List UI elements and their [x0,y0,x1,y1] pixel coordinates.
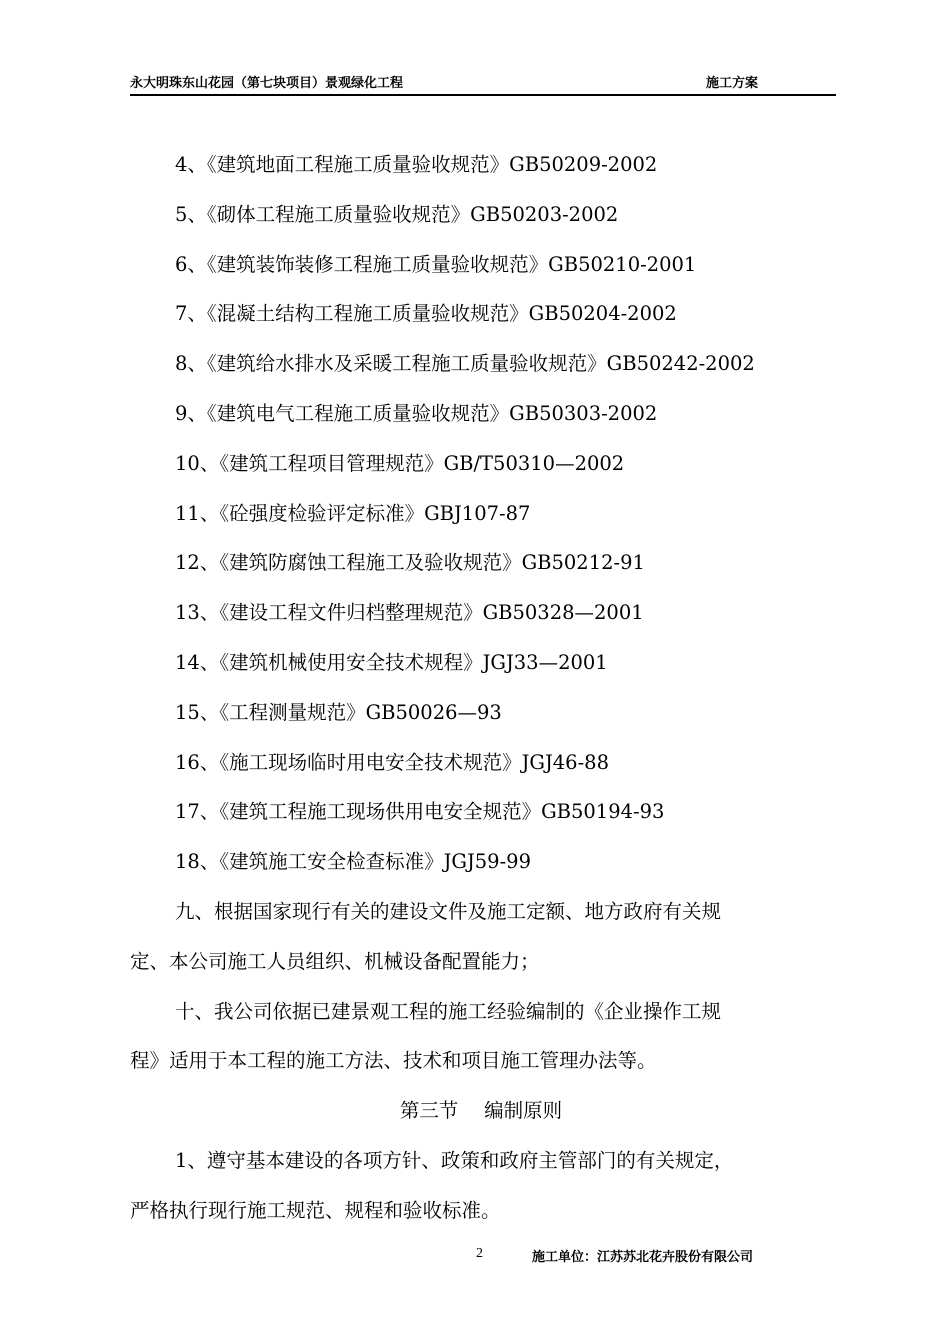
list-item: 6、《建筑装饰装修工程施工质量验收规范》GB50210-2001 [175,252,697,276]
footer-company: 施工单位：江苏苏北花卉股份有限公司 [532,1250,754,1265]
list-item: 17、《建筑工程施工现场供用电安全规范》GB50194-93 [175,800,665,824]
list-item: 12、《建筑防腐蚀工程施工及验收规范》GB50212-91 [175,551,645,575]
list-item: 15、《工程测量规范》GB50026—93 [175,700,502,724]
header-project-title: 永大明珠东山花园（第七块项目）景观绿化工程 [130,76,404,91]
page-footer [130,1244,836,1268]
list-item: 13、《建设工程文件归档整理规范》GB50328—2001 [175,601,644,625]
list-item: 18、《建筑施工安全检查标准》JGJ59-99 [175,850,531,874]
paragraph-9-line-1: 九、根据国家现行有关的建设文件及施工定额、地方政府有关规 [175,899,722,923]
list-item: 4、《建筑地面工程施工质量验收规范》GB50209-2002 [175,153,658,176]
paragraph-10-line-2: 程》适用于本工程的施工方法、技术和项目施工管理办法等。 [130,1049,657,1073]
principle-1-line-2: 严格执行现行施工规范、规程和验收标准。 [130,1198,501,1222]
list-item: 5、《砌体工程施工质量验收规范》GB50203-2002 [175,202,619,226]
paragraph-9-line-2: 定、本公司施工人员组织、机械设备配置能力； [130,949,540,973]
header-doc-type: 施工方案 [706,76,759,91]
paragraph-10-line-1: 十、我公司依据已建景观工程的施工经验编制的《企业操作工规 [175,999,722,1023]
list-item: 10、《建筑工程项目管理规范》GB/T50310—2002 [175,451,625,475]
document-body [130,140,810,1236]
page-header [130,68,836,96]
list-item: 9、《建筑电气工程施工质量验收规范》GB50303-2002 [175,401,658,425]
list-item: 14、《建筑机械使用安全技术规程》JGJ33—2001 [175,650,608,674]
principle-1-line-1: 1、遵守基本建设的各项方针、政策和政府主管部门的有关规定， [175,1148,734,1172]
page-number: 2 [476,1246,483,1261]
section-title: 第三节 编制原则 [399,1099,563,1123]
list-item: 8、《建筑给水排水及采暖工程施工质量验收规范》GB50242-2002 [175,352,755,376]
list-item: 11、《砼强度检验评定标准》GBJ107-87 [175,501,531,525]
list-item: 16、《施工现场临时用电安全技术规范》JGJ46-88 [175,750,609,774]
list-item: 7、《混凝土结构工程施工质量验收规范》GB50204-2002 [175,302,677,326]
